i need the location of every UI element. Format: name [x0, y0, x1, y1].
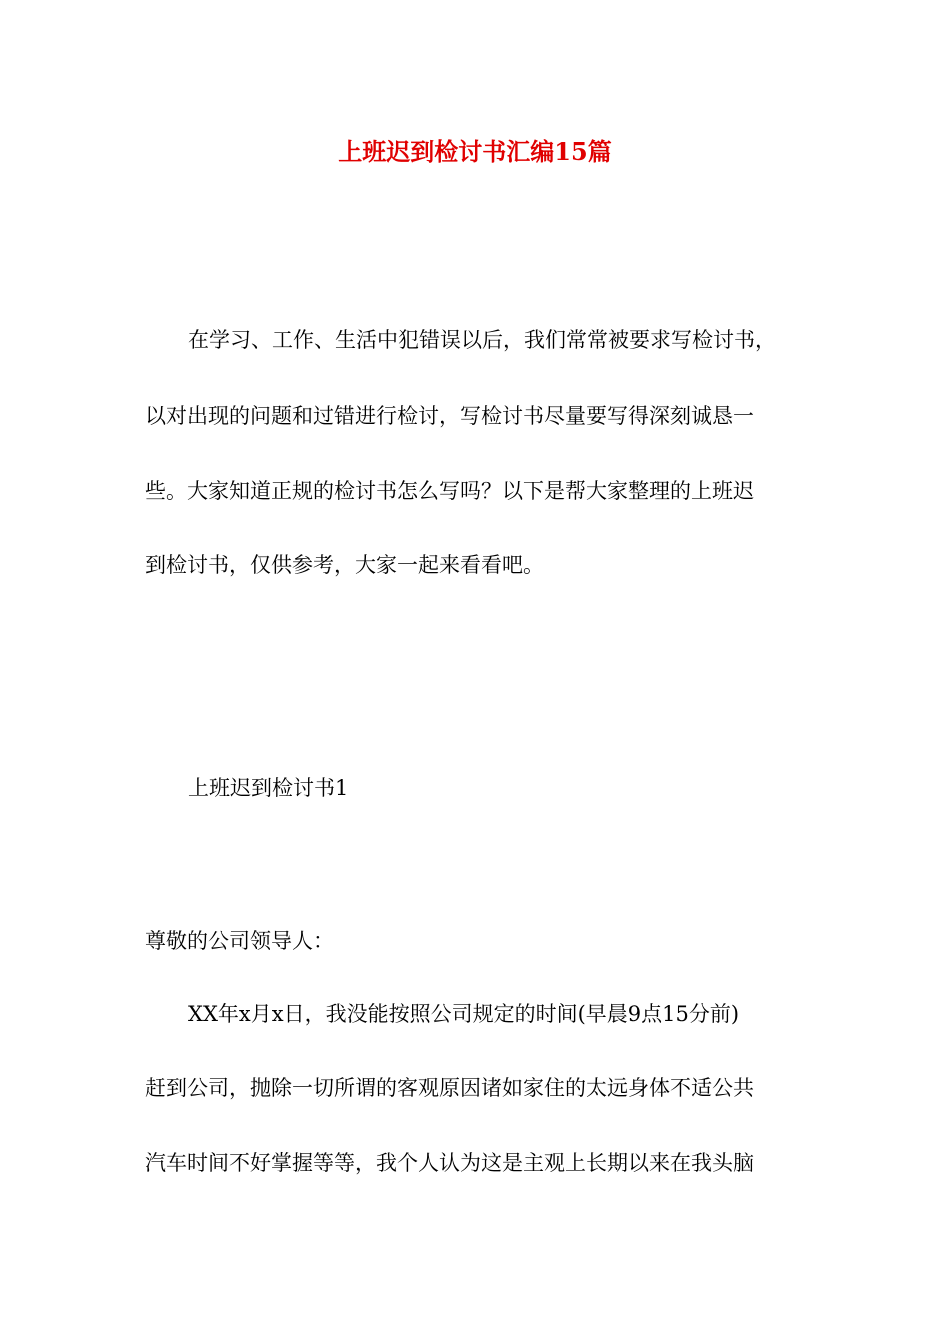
body-line-3: 汽车时间不好掌握等等，我个人认为这是主观上长期以来在我头脑: [145, 1151, 754, 1175]
intro-line-2: 以对出现的问题和过错进行检讨，写检讨书尽量要写得深刻诚恳一: [145, 404, 754, 428]
intro-line-1: 在学习、工作、生活中犯错误以后，我们常常被要求写检讨书，: [188, 328, 776, 352]
salutation: 尊敬的公司领导人：: [145, 929, 334, 953]
body-line-2: 赶到公司，抛除一切所谓的客观原因诸如家住的太远身体不适公共: [145, 1076, 754, 1100]
section-heading: 上班迟到检讨书1: [188, 776, 349, 800]
intro-line-4: 到检讨书，仅供参考，大家一起来看看吧。: [145, 553, 544, 577]
document-title: 上班迟到检讨书汇编15篇: [338, 137, 612, 166]
intro-line-3: 些。大家知道正规的检讨书怎么写吗？以下是帮大家整理的上班迟: [145, 479, 754, 503]
body-line-1: XX年x月x日，我没能按照公司规定的时间(早晨9点15分前): [188, 1002, 740, 1026]
